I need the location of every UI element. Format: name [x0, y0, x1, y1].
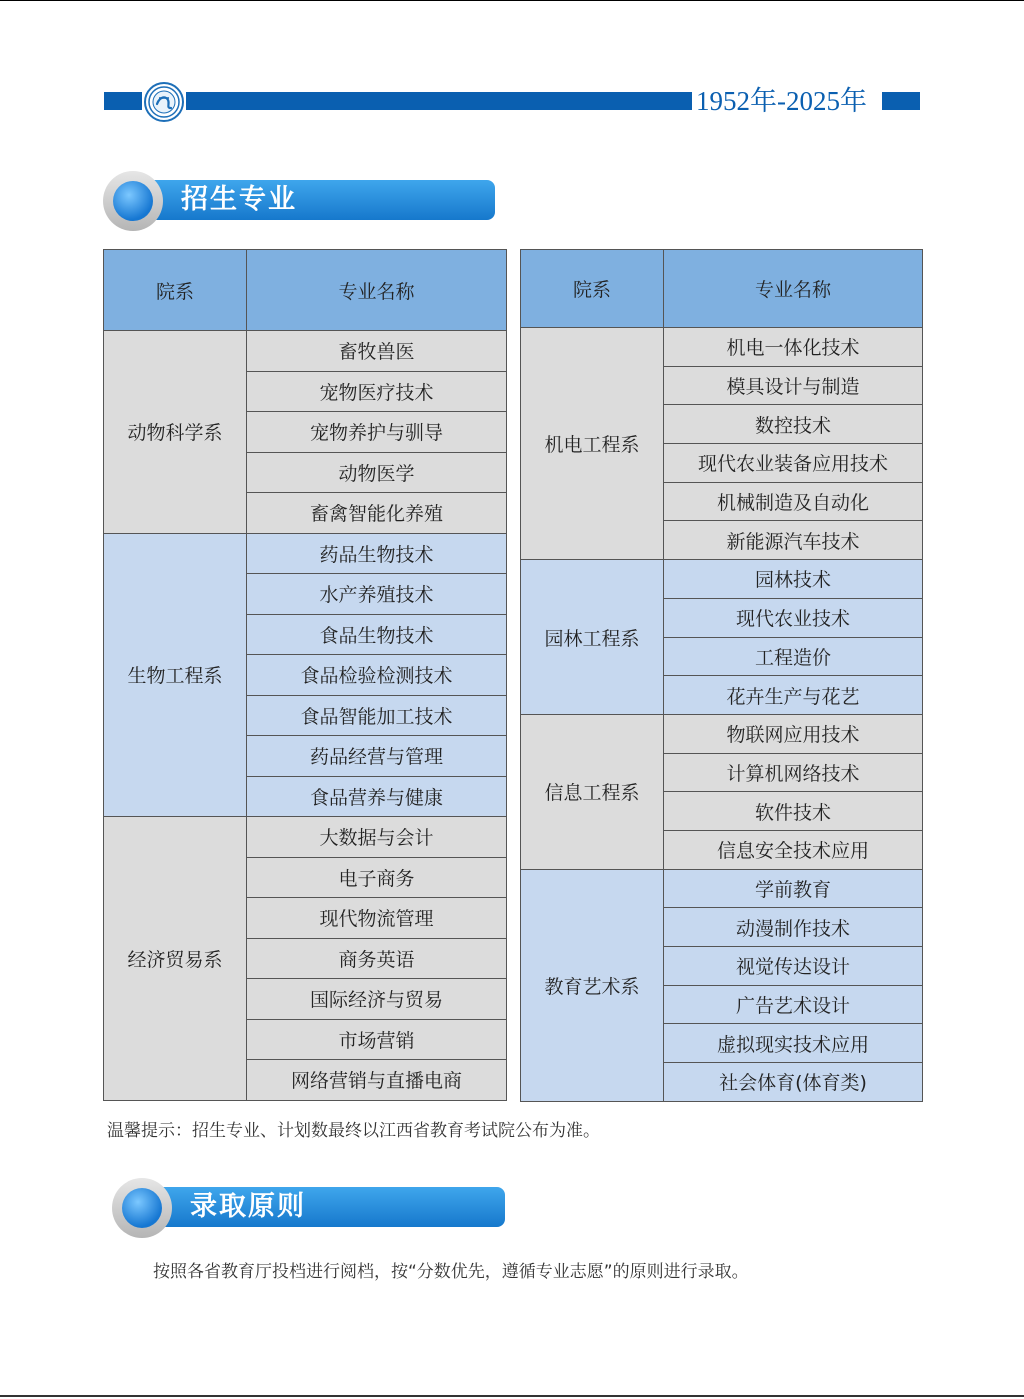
dept-cell: 信息工程系 — [521, 714, 664, 869]
table-row — [104, 331, 507, 372]
major-cell: 药品生物技术 — [247, 533, 507, 574]
banner-bullet-icon — [112, 1178, 172, 1238]
table-row — [521, 328, 923, 367]
major-cell: 动物医学 — [247, 452, 507, 493]
major-cell: 现代物流管理 — [247, 898, 507, 939]
major-cell: 虚拟现实技术应用 — [664, 1024, 923, 1063]
major-cell: 软件技术 — [664, 792, 923, 831]
dept-cell: 园林工程系 — [521, 560, 664, 715]
dept-cell: 经济贸易系 — [104, 817, 247, 1101]
major-cell: 现代农业装备应用技术 — [664, 444, 923, 483]
major-cell: 网络营销与直播电商 — [247, 1060, 507, 1101]
dept-cell: 动物科学系 — [104, 331, 247, 534]
major-cell: 机电一体化技术 — [664, 328, 923, 367]
major-cell: 机械制造及自动化 — [664, 482, 923, 521]
majors-section-title: 招生专业 — [181, 184, 297, 215]
major-cell: 宠物医疗技术 — [247, 371, 507, 412]
table-row — [521, 714, 923, 753]
major-header: 专业名称 — [247, 250, 507, 331]
major-cell: 食品检验检测技术 — [247, 655, 507, 696]
major-cell: 视觉传达设计 — [664, 947, 923, 986]
majors-table-right — [520, 249, 923, 1102]
major-cell: 畜禽智能化养殖 — [247, 493, 507, 534]
major-cell: 模具设计与制造 — [664, 366, 923, 405]
school-logo — [144, 82, 184, 122]
major-cell: 学前教育 — [664, 869, 923, 908]
table-row — [104, 533, 507, 574]
majors-section-banner — [103, 171, 495, 231]
major-cell: 物联网应用技术 — [664, 714, 923, 753]
admission-section-banner — [112, 1178, 505, 1238]
major-cell: 市场营销 — [247, 1019, 507, 1060]
major-cell: 水产养殖技术 — [247, 574, 507, 615]
major-cell: 计算机网络技术 — [664, 753, 923, 792]
header-bar-main — [186, 92, 692, 110]
major-cell: 商务英语 — [247, 938, 507, 979]
major-cell: 大数据与会计 — [247, 817, 507, 858]
major-cell: 食品营养与健康 — [247, 776, 507, 817]
admission-section-title: 录取原则 — [190, 1191, 306, 1222]
major-cell: 动漫制作技术 — [664, 908, 923, 947]
major-cell: 花卉生产与花艺 — [664, 676, 923, 715]
dept-cell: 机电工程系 — [521, 328, 664, 560]
dept-cell: 教育艺术系 — [521, 869, 664, 1101]
header-bar-left — [104, 92, 142, 110]
major-cell: 电子商务 — [247, 857, 507, 898]
major-cell: 数控技术 — [664, 405, 923, 444]
table-row — [521, 869, 923, 908]
admission-note: 温馨提示：招生专业、计划数最终以江西省教育考试院公布为准。 — [107, 1121, 600, 1141]
major-cell: 食品智能加工技术 — [247, 695, 507, 736]
table-row — [104, 817, 507, 858]
major-cell: 食品生物技术 — [247, 614, 507, 655]
dept-header: 院系 — [521, 250, 664, 328]
school-emblem-icon — [146, 84, 182, 120]
major-cell: 社会体育(体育类) — [664, 1063, 923, 1102]
major-cell: 国际经济与贸易 — [247, 979, 507, 1020]
dept-header: 院系 — [104, 250, 247, 331]
header-bar-right — [882, 92, 920, 110]
major-cell: 园林技术 — [664, 560, 923, 599]
major-header: 专业名称 — [664, 250, 923, 328]
major-cell: 广告艺术设计 — [664, 985, 923, 1024]
major-cell: 信息安全技术应用 — [664, 830, 923, 869]
major-cell: 畜牧兽医 — [247, 331, 507, 372]
major-cell: 新能源汽车技术 — [664, 521, 923, 560]
dept-cell: 生物工程系 — [104, 533, 247, 817]
table-row — [521, 560, 923, 599]
major-cell: 宠物养护与驯导 — [247, 412, 507, 453]
page-top-border — [0, 0, 1024, 1]
page-bottom-border — [0, 1395, 1024, 1397]
major-cell: 药品经营与管理 — [247, 736, 507, 777]
banner-bullet-icon — [103, 171, 163, 231]
admission-principle-text: 按照各省教育厅投档进行阅档，按“分数优先，遵循专业志愿”的原则进行录取。 — [153, 1262, 749, 1282]
majors-table-left — [103, 249, 507, 1101]
year-range: 1952年-2025年 — [696, 86, 867, 116]
major-cell: 工程造价 — [664, 637, 923, 676]
major-cell: 现代农业技术 — [664, 598, 923, 637]
